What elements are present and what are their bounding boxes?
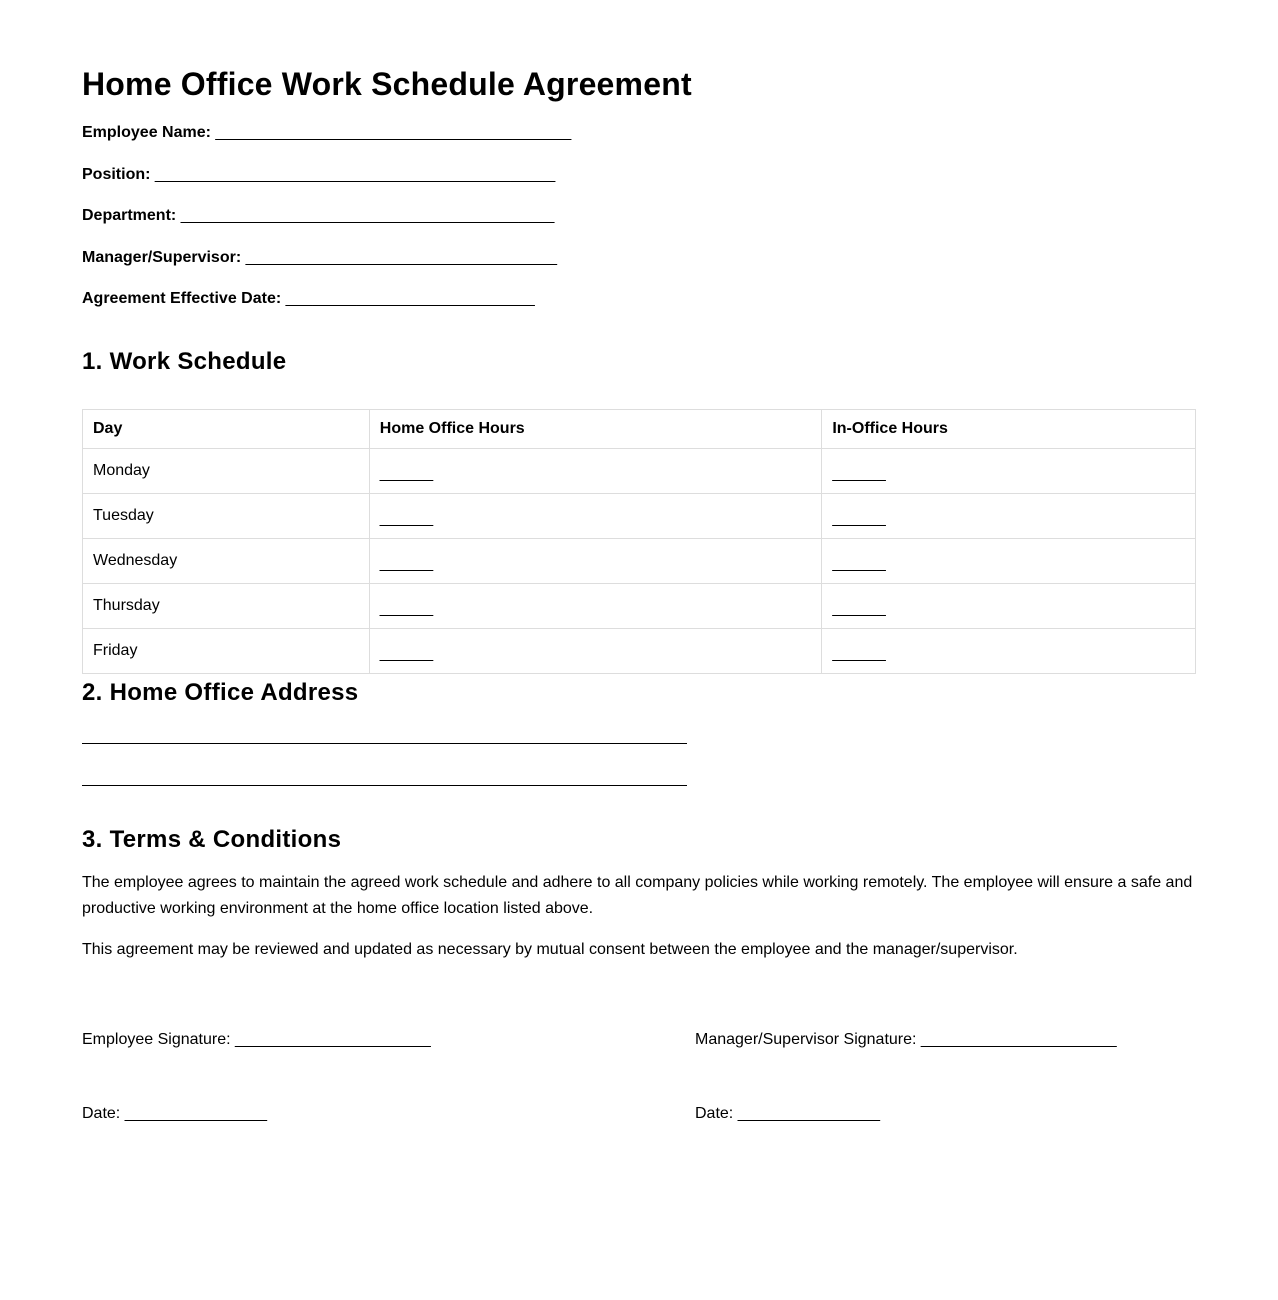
office-hours-cell[interactable]: ______: [822, 539, 1196, 584]
terms-paragraph-2: This agreement may be reviewed and updated as necessary by mutual consent between the employee and the manager/supervisor.: [82, 941, 1018, 958]
position-field[interactable]: [82, 166, 555, 184]
column-header-day: Day: [83, 410, 370, 449]
office-hours-cell[interactable]: ______: [822, 629, 1196, 674]
field-label: Agreement Effective Date:: [82, 290, 282, 307]
section-heading-home-office-address: 2. Home Office Address: [82, 679, 359, 706]
manager-date-field[interactable]: Date: ________________: [695, 1105, 881, 1122]
field-label: Department:: [82, 207, 177, 224]
column-header-home-office-hours: Home Office Hours: [369, 410, 822, 449]
field-blank[interactable]: ____________________________: [285, 290, 535, 307]
home-hours-cell[interactable]: ______: [369, 629, 822, 674]
table-row: [83, 494, 1196, 539]
day-cell: Tuesday: [83, 494, 370, 539]
document-title: Home Office Work Schedule Agreement: [82, 66, 692, 102]
day-cell: Friday: [83, 629, 370, 674]
table-row: [83, 629, 1196, 674]
table-header-row: [83, 410, 1196, 449]
manager-field[interactable]: [82, 249, 557, 267]
employee-date-field[interactable]: Date: ________________: [82, 1105, 268, 1122]
section-heading-terms: 3. Terms & Conditions: [82, 826, 342, 853]
field-blank[interactable]: __________________________________________: [180, 207, 555, 224]
table-row: [83, 539, 1196, 584]
home-hours-cell[interactable]: ______: [369, 449, 822, 494]
home-hours-cell[interactable]: ______: [369, 539, 822, 584]
home-hours-cell[interactable]: ______: [369, 494, 822, 539]
address-line-1[interactable]: [82, 743, 687, 744]
effective-date-field[interactable]: [82, 290, 535, 308]
manager-signature-field[interactable]: Manager/Supervisor Signature: ______________________: [695, 1031, 1117, 1048]
field-label: Employee Name:: [82, 124, 211, 141]
section-heading-work-schedule: 1. Work Schedule: [82, 348, 287, 375]
employee-signature-field[interactable]: Employee Signature: ______________________: [82, 1031, 431, 1048]
field-blank[interactable]: _____________________________________________: [154, 166, 556, 183]
department-field[interactable]: [82, 207, 554, 225]
day-cell: Monday: [83, 449, 370, 494]
day-cell: Wednesday: [83, 539, 370, 584]
home-hours-cell[interactable]: ______: [369, 584, 822, 629]
office-hours-cell[interactable]: ______: [822, 494, 1196, 539]
office-hours-cell[interactable]: ______: [822, 584, 1196, 629]
field-label: Manager/Supervisor:: [82, 249, 242, 266]
field-blank[interactable]: ___________________________________: [245, 249, 558, 266]
address-line-2[interactable]: [82, 785, 687, 786]
work-schedule-table: [82, 409, 1196, 674]
day-cell: Thursday: [83, 584, 370, 629]
table-row: [83, 449, 1196, 494]
field-label: Position:: [82, 166, 151, 183]
terms-paragraph-1: The employee agrees to maintain the agreed work schedule and adhere to all company policies while working remotely. The employee will ensure a safe and productive working environment at the home office location listed above.: [82, 874, 1193, 917]
field-blank[interactable]: ________________________________________: [215, 124, 572, 141]
office-hours-cell[interactable]: ______: [822, 449, 1196, 494]
column-header-in-office-hours: In-Office Hours: [822, 410, 1196, 449]
table-row: [83, 584, 1196, 629]
employee-name-field[interactable]: [82, 124, 571, 142]
